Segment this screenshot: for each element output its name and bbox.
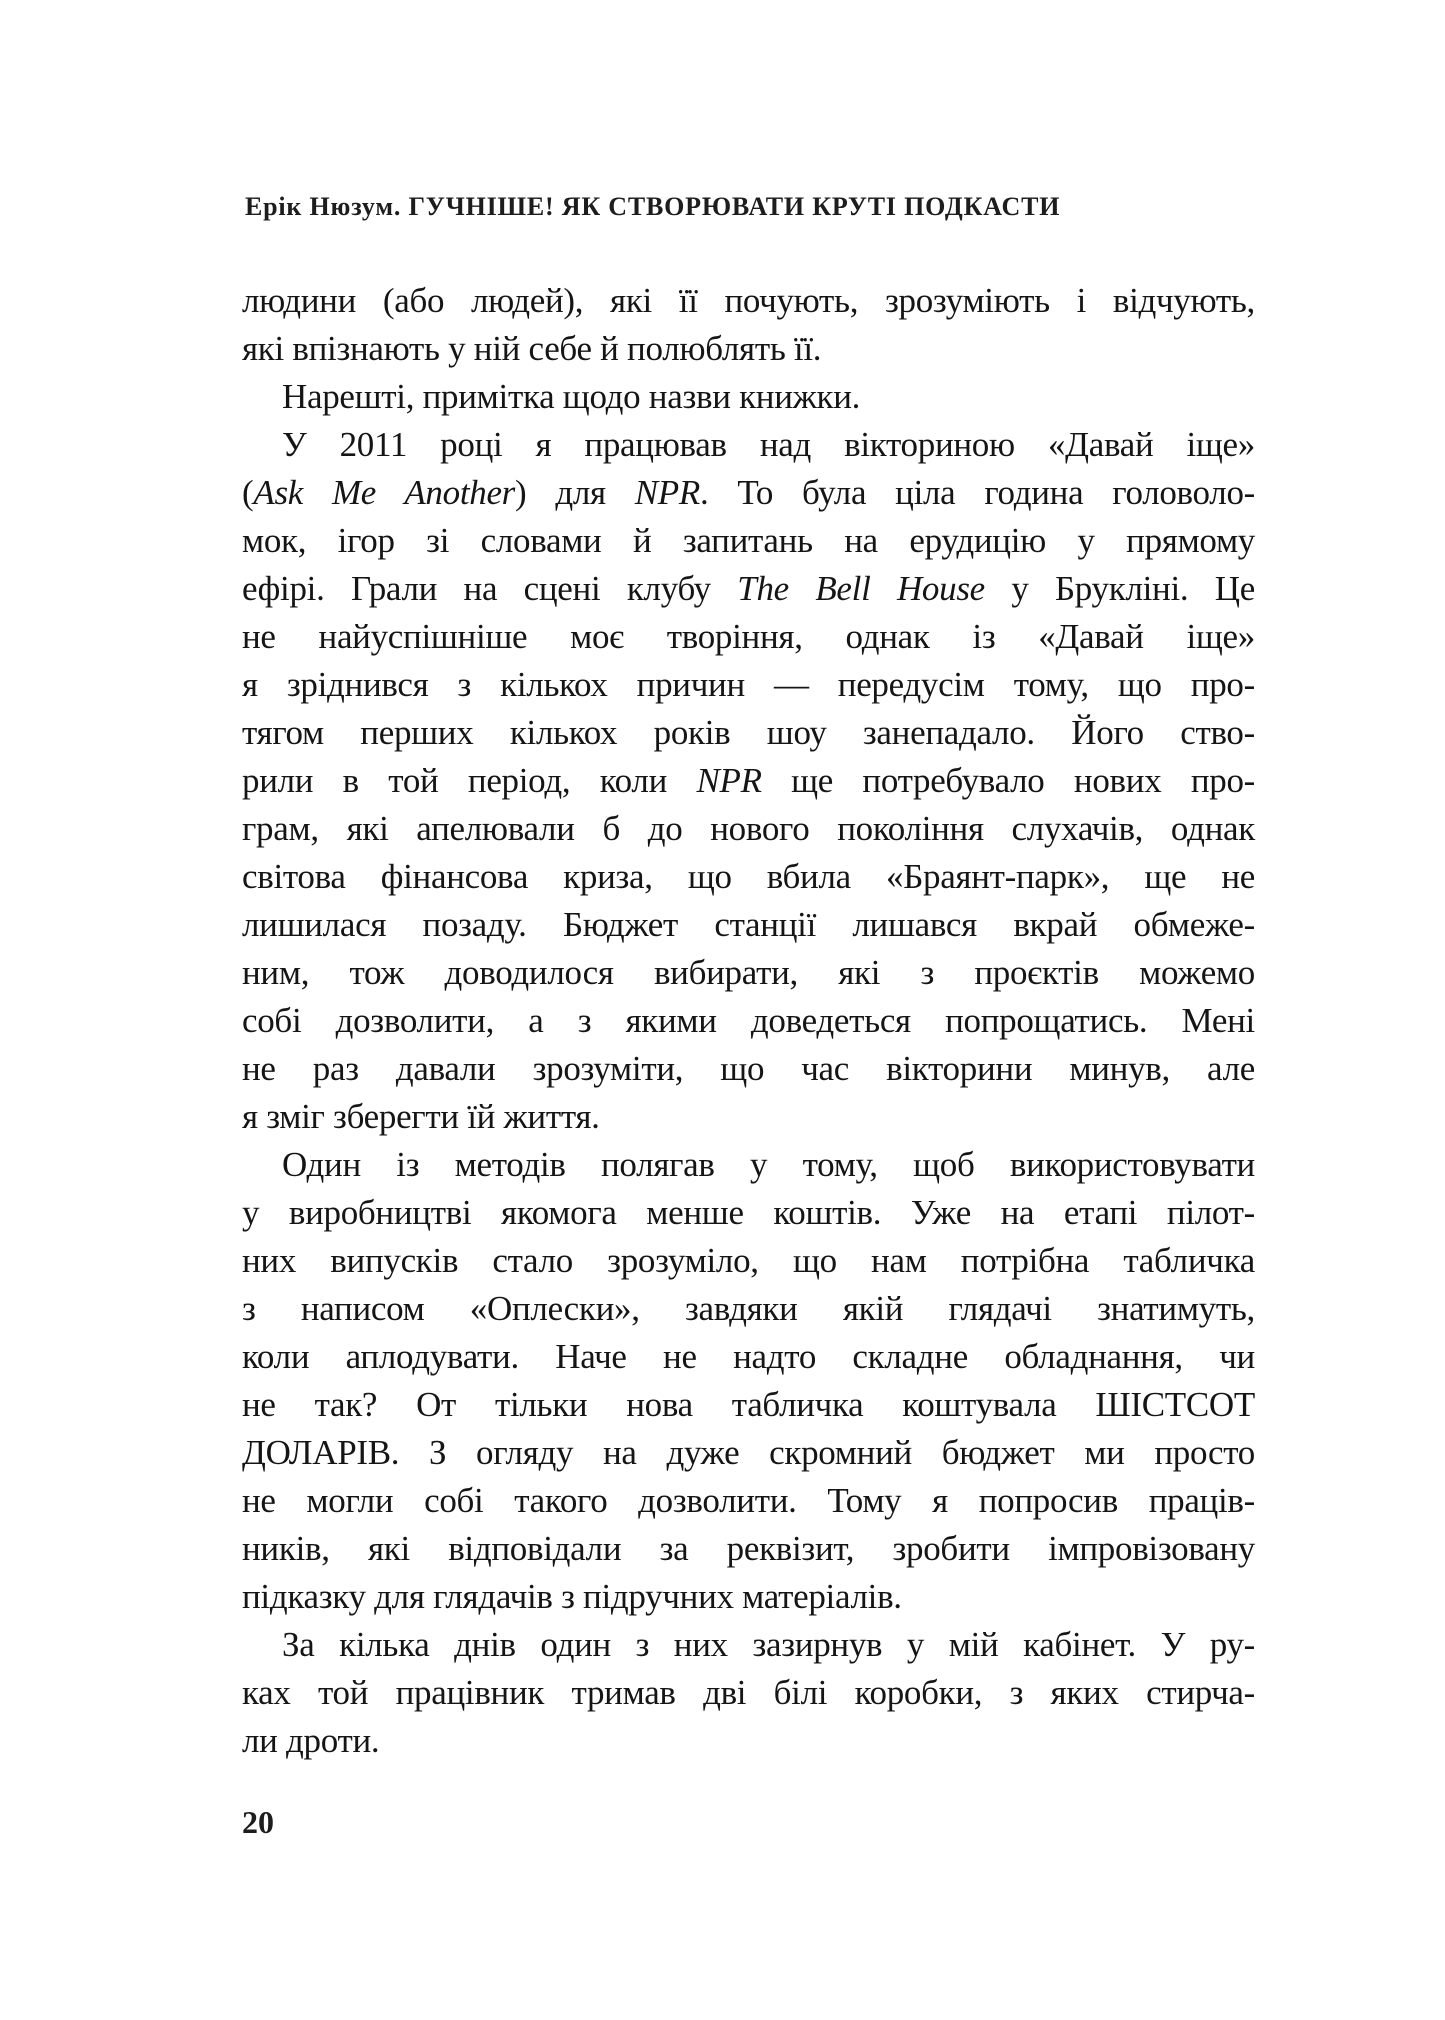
text-line: ли дроти. [242, 1721, 380, 1760]
text-line: ним, тож доводилося вибирати, які з проєктів можемо [242, 953, 1255, 992]
text-line: них випусків стало зрозуміло, що нам потрібна табличка [242, 1241, 1255, 1280]
italic-text: NPR [696, 761, 762, 800]
paragraph [242, 421, 1255, 1141]
italic-text: Ask Me Another [253, 473, 516, 512]
text-line: тягом перших кількох років шоу занепадало. Його ство- [242, 713, 1255, 752]
text-line: За кілька днів один з них зазирнув у мій кабінет. У ру- [282, 1625, 1255, 1664]
text-line: ників, які відповідали за реквізит, зробити імпровізовану [242, 1529, 1255, 1568]
text-line: у виробництві якомога менше коштів. Уже на етапі пілот- [242, 1193, 1255, 1232]
paragraph [242, 373, 1255, 421]
text-line: які впізнають у ній себе й полюблять її. [242, 329, 822, 368]
italic-text: NPR [634, 473, 700, 512]
paragraph [242, 1621, 1255, 1765]
text-line: рили в той період, коли NPR ще потребувало нових про- [242, 761, 1255, 800]
text-line: Один із методів полягав у тому, щоб використовувати [282, 1145, 1255, 1184]
text-line: Нарешті, примітка щодо назви книжки. [282, 377, 861, 416]
text-line: грам, які апелювали б до нового покоління слухачів, однак [242, 809, 1255, 848]
text-line: ефірі. Грали на сцені клубу The Bell House у Брукліні. Це [242, 569, 1255, 608]
text-line: я зріднився з кількох причин — передусім тому, що про- [242, 665, 1255, 704]
text-line: ДОЛАРІВ. З огляду на дуже скромний бюджет ми просто [242, 1433, 1255, 1472]
text-line: собі дозволити, а з якими доведеться попрощатись. Мені [242, 1001, 1255, 1040]
page-number: 20 [242, 1804, 274, 1840]
italic-text: The Bell House [737, 569, 985, 608]
text-line: людини (або людей), які її почують, зрозуміють і відчують, [242, 281, 1255, 320]
text-line: світова фінансова криза, що вбила «Браянт-парк», ще не [242, 857, 1255, 896]
paragraph [242, 1141, 1255, 1621]
text-line: У 2011 році я працював над вікториною «Давай іще» [282, 425, 1255, 464]
paragraph [242, 277, 1255, 373]
text-line: ках той працівник тримав дві білі коробки, з яких стирча- [242, 1673, 1255, 1712]
text-line: з написом «Оплески», завдяки якій глядачі знатимуть, [242, 1289, 1255, 1328]
text-line: не могли собі такого дозволити. Тому я попросив праців- [242, 1481, 1255, 1520]
text-line: коли аплодувати. Наче не надто складне обладнання, чи [242, 1337, 1255, 1376]
text-line: я зміг зберегти їй життя. [242, 1097, 600, 1136]
text-line: підказку для глядачів з підручних матеріалів. [242, 1577, 902, 1616]
text-line: не раз давали зрозуміти, що час вікторини минув, але [242, 1049, 1255, 1088]
text-line: (Ask Me Another) для NPR. То була ціла година головоло- [242, 473, 1256, 512]
text-line: не найуспішніше моє творіння, однак із «Давай іще» [242, 617, 1255, 656]
text-line: лишилася позаду. Бюджет станції лишався вкрай обмеже- [242, 905, 1255, 944]
text-line: мок, ігор зі словами й запитань на ерудицію у прямому [242, 521, 1255, 560]
text-line: не так? От тільки нова табличка коштувала ШІСТСОТ [242, 1385, 1255, 1424]
body-text [242, 277, 1255, 1765]
running-header: Ерік Нюзум. ГУЧНІШЕ! ЯК СТВОРЮВАТИ КРУТІ ПОДКАСТИ [245, 192, 1061, 221]
